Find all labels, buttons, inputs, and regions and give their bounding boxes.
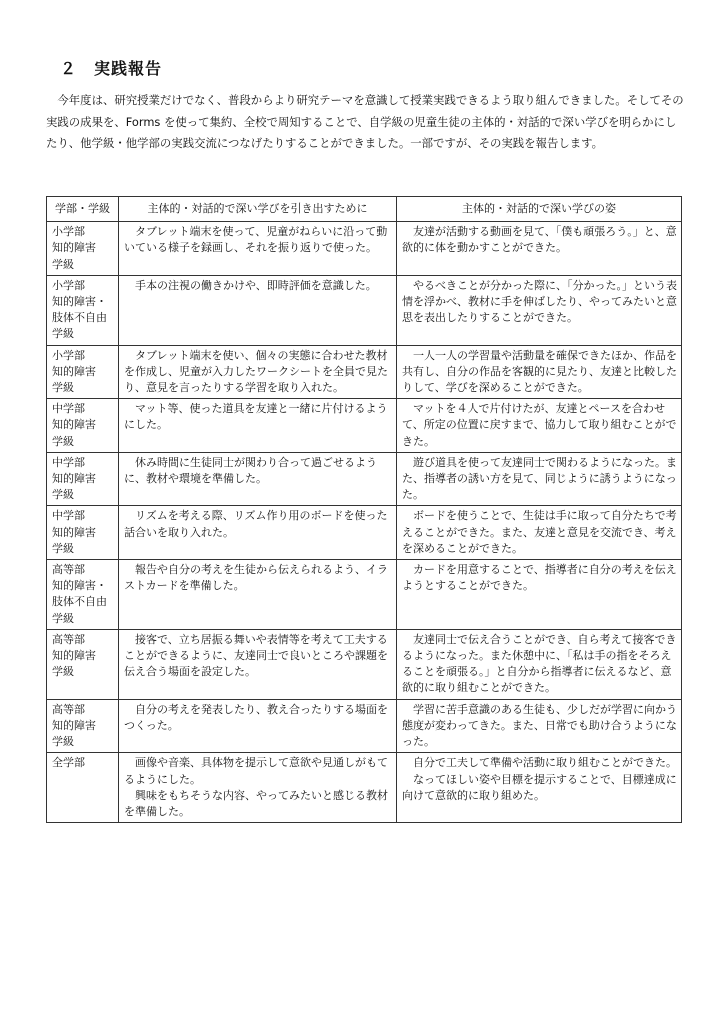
row-method-cell	[119, 452, 397, 506]
row-result-cell	[397, 452, 682, 506]
intro-text: 今年度は、研究授業だけでなく、普段からより研究テーマを意識して授業実践できるよう取り組んできました。そしてその実践の成果を、Forms を使って集約、全校で周知することで、自学級の児童生徒の主体的・対話的で深い学びを明らかにしたり、他学級・他学部の実践交流につなげたりすることができました。一部ですが、その実践を報告します。	[46, 93, 684, 150]
row-result-cell	[397, 275, 682, 345]
table-row	[47, 399, 682, 453]
row-method-cell	[119, 222, 397, 276]
row-group-cell: 高等部 知的障害・ 肢体不自由 学級	[47, 560, 119, 630]
row-group-cell: 全学部	[47, 753, 119, 823]
table-row	[47, 222, 682, 276]
section-heading: ２ 実践報告	[60, 59, 163, 78]
practice-table	[46, 196, 682, 823]
row-group-cell: 中学部 知的障害 学級	[47, 506, 119, 560]
row-result-text: やるべきことが分かった際に、「分かった。」という表情を浮かべ、教材に手を伸ばしたり、やってみたいと意思を表出したりすることができた。	[402, 278, 677, 325]
row-result-text: 学習に苦手意識のある生徒も、少しだが学習に向かう態度が変わってきた。また、日常でも助け合うようになった。	[402, 702, 677, 749]
row-result-cell	[397, 345, 682, 399]
row-result-text: カードを用意することで、指導者に自分の考えを伝えようとすることができた。	[402, 563, 677, 593]
row-result-cell	[397, 629, 682, 699]
row-method-cell	[119, 560, 397, 630]
row-result-text: ボードを使うことで、生徒は手に取って自分たちで考えることができた。また、友達と意見を交流でき、考えを深めることができた。	[402, 509, 677, 555]
row-result-text: マットを４人で片付けたが、友達とペースを合わせて、所定の位置に戻すまで、協力して取り組むことができた。	[402, 402, 677, 448]
table-row	[47, 753, 682, 823]
row-group-cell: 小学部 知的障害 学級	[47, 222, 119, 276]
row-result-cell	[397, 399, 682, 453]
row-group-cell: 中学部 知的障害 学級	[47, 452, 119, 506]
row-group-cell: 小学部 知的障害 学級	[47, 345, 119, 399]
row-group-cell: 中学部 知的障害 学級	[47, 399, 119, 453]
table-row	[47, 452, 682, 506]
row-method-text: マット等、使った道具を友達と一緒に片付けるようにした。	[124, 402, 388, 432]
row-group-cell: 高等部 知的障害 学級	[47, 699, 119, 753]
row-method-cell	[119, 506, 397, 560]
table-row	[47, 699, 682, 753]
row-method-text: 報告や自分の考えを生徒から伝えられるよう、イラストカードを準備した。	[124, 563, 388, 593]
row-result-text: 友達が活動する動画を見て、「僕も頑張ろう。」と、意欲的に体を動かすことができた。	[402, 225, 677, 255]
intro-paragraph	[46, 90, 686, 155]
row-method-text: リズムを考える際、リズム作り用のボードを使った話合いを取り入れた。	[124, 509, 388, 539]
row-method-cell	[119, 399, 397, 453]
header-result: 主体的・対話的で深い学びの姿	[397, 197, 682, 222]
table-header-row	[47, 197, 682, 222]
table-row	[47, 345, 682, 399]
row-method-cell	[119, 275, 397, 345]
row-result-text: 友達同士で伝え合うことができ、自ら考えて接客できるようになった。また休憩中に、「私は手の指をそろえることを頑張る。」と自分から指導者に伝えるなど、意欲的に取り組むことができた。	[402, 632, 677, 695]
row-result-text: 自分で工夫して準備や活動に取り組むことができた。	[413, 756, 677, 770]
row-method-text: タブレット端末を使い、個々の実態に合わせた教材を作成し、児童が入力したワークシートを全員で見たり、意見を言ったりする学習を取り入れた。	[124, 348, 388, 395]
table-row	[47, 629, 682, 699]
row-method-text: 自分の考えを発表したり、教え合ったりする場面をつくった。	[124, 702, 388, 732]
table-row	[47, 560, 682, 630]
row-result-text: なってほしい姿や目標を提示することで、目標達成に向けて意欲的に取り組めた。	[402, 772, 677, 802]
header-group: 学部・学級	[47, 197, 119, 222]
row-result-cell	[397, 560, 682, 630]
row-group-cell: 高等部 知的障害 学級	[47, 629, 119, 699]
row-result-cell	[397, 753, 682, 823]
row-method-text: 手本の注視の働きかけや、即時評価を意識した。	[135, 278, 377, 292]
row-result-cell	[397, 506, 682, 560]
row-method-text: 画像や音楽、具体物を提示して意欲や見通しがもてるようにした。	[124, 756, 388, 786]
header-method: 主体的・対話的で深い学びを引き出すために	[119, 197, 397, 222]
row-method-text: タブレット端末を使って、児童がねらいに沿って動いている様子を録画し、それを振り返りで使った。	[124, 225, 388, 255]
row-method-text: 接客で、立ち居振る舞いや表情等を考えて工夫することができるように、友達同士で良いところや課題を伝え合う場面を設定した。	[124, 632, 388, 679]
row-method-text: 休み時間に生徒同士が関わり合って過ごせるように、教材や環境を準備した。	[124, 455, 377, 486]
row-method-cell	[119, 345, 397, 399]
row-result-cell	[397, 222, 682, 276]
row-method-text: 興味をもちそうな内容、やってみたいと感じる教材を準備した。	[124, 788, 388, 818]
table-row	[47, 275, 682, 345]
row-result-cell	[397, 699, 682, 753]
row-method-cell	[119, 753, 397, 823]
row-result-text: 一人一人の学習量や活動量を確保できたほか、作品を共有し、自分の作品を客観的に見たり、友達と比較したりして、学びを深めることができた。	[402, 348, 677, 395]
row-result-text: 遊び道具を使って友達同士で関わるようになった。また、指導者の誘い方を見て、同じように誘うようになった。	[402, 455, 677, 502]
row-group-cell: 小学部 知的障害・ 肢体不自由 学級	[47, 275, 119, 345]
table-body	[47, 222, 682, 823]
row-method-cell	[119, 699, 397, 753]
table-row	[47, 506, 682, 560]
row-method-cell	[119, 629, 397, 699]
